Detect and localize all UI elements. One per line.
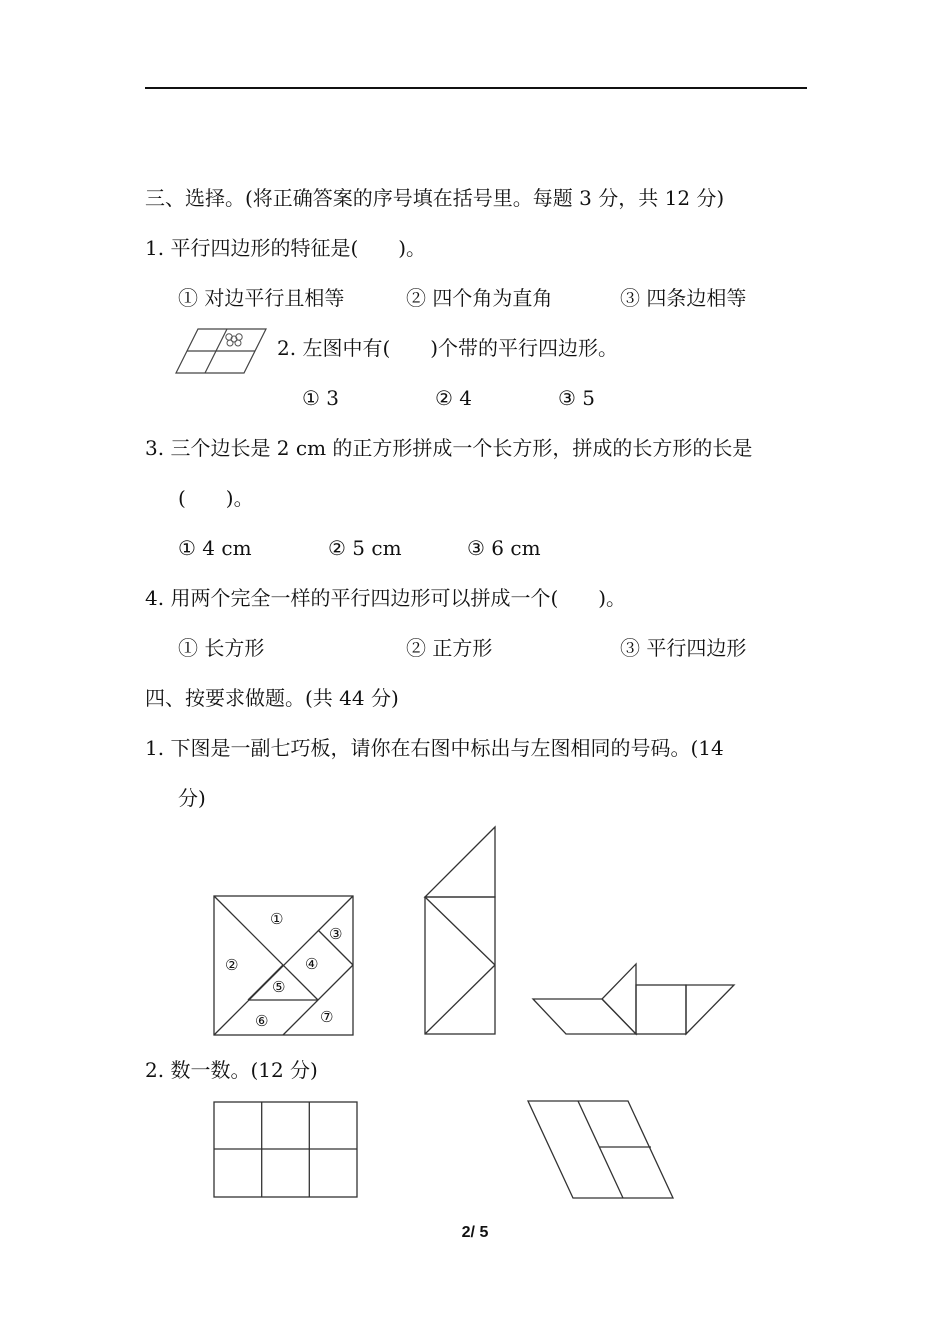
section4-heading: 四、按要求做题。(共 44 分) (145, 686, 399, 710)
tangram-label-2: ② (225, 956, 239, 974)
tangram-labels (225, 910, 342, 1030)
rectangle-grid-figure (213, 1101, 359, 1199)
q3-option-2: ② 5 cm (328, 536, 402, 560)
section3-heading: 三、选择。(将正确答案的序号填在括号里。每题 3 分，共 12 分) (145, 186, 725, 210)
q3-option-1: ① 4 cm (178, 536, 252, 560)
tangram-label-5: ⑤ (272, 978, 286, 996)
parallelogram-grid-figure (526, 1099, 676, 1201)
tangram-label-1: ① (270, 910, 284, 928)
q3-stem-continued: ( )。 (178, 486, 254, 510)
tangram-square-figure (213, 895, 355, 1037)
q2-parallelogram-figure (176, 326, 268, 376)
q4-option-1: ① 长方形 (178, 636, 265, 660)
q3-stem: 3. 三个边长是 2 cm 的正方形拼成一个长方形，拼成的长方形的长是 (145, 436, 753, 460)
q1-stem: 1. 平行四边形的特征是( )。 (145, 236, 427, 260)
q2-stem: 2. 左图中有( )个带的平行四边形。 (277, 336, 619, 360)
tangram-label-6: ⑥ (255, 1012, 269, 1030)
tangram-label-3: ③ (329, 925, 343, 943)
s4-q1-stem-continued: 分) (178, 786, 206, 810)
tangram-label-4: ④ (305, 955, 319, 973)
q4-stem: 4. 用两个完全一样的平行四边形可以拼成一个( )。 (145, 586, 627, 610)
q1-option-2: ② 四个角为直角 (406, 286, 553, 310)
q1-option-3: ③ 四条边相等 (620, 286, 747, 310)
q2-option-1: ① 3 (302, 386, 340, 410)
tangram-boat-figure (532, 963, 736, 1037)
q1-option-1: ① 对边平行且相等 (178, 286, 345, 310)
tangram-label-7: ⑦ (320, 1008, 334, 1026)
q2-option-3: ③ 5 (558, 386, 596, 410)
q4-option-3: ③ 平行四边形 (620, 636, 747, 660)
q2-option-2: ② 4 (435, 386, 473, 410)
q3-option-3: ③ 6 cm (467, 536, 541, 560)
header-rule (145, 87, 807, 89)
s4-q2-stem: 2. 数一数。(12 分) (145, 1058, 318, 1082)
ribbon-bow-icon (226, 334, 242, 346)
q4-option-2: ② 正方形 (406, 636, 493, 660)
s4-q1-stem: 1. 下图是一副七巧板，请你在右图中标出与左图相同的号码。(14 (145, 736, 724, 760)
page-number: 2/ 5 (461, 1224, 489, 1241)
tangram-tall-figure (424, 826, 498, 1036)
